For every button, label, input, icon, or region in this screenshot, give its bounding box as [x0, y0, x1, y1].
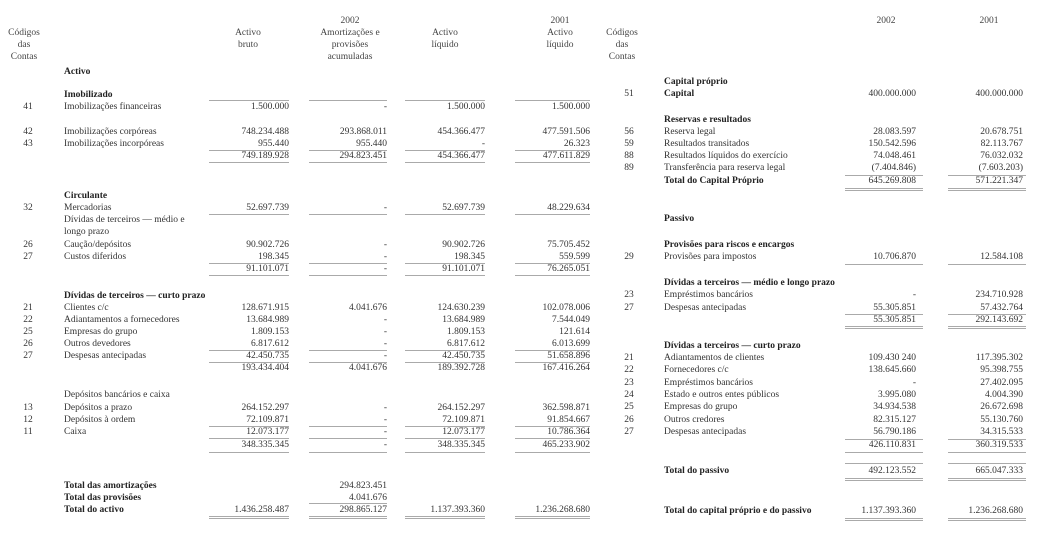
- account-code: 22: [624, 365, 634, 375]
- double-rule: [845, 188, 923, 191]
- value-2001: (7.603.203): [978, 163, 1023, 173]
- rule: [948, 175, 1026, 176]
- net-value: 42.450.735: [442, 351, 485, 361]
- gross-value: 198.345: [258, 252, 289, 262]
- rule: [209, 275, 289, 276]
- section-heading: Total do Capital Próprio: [664, 176, 764, 186]
- rule: [405, 452, 485, 453]
- rule: [209, 438, 289, 439]
- rule: [309, 426, 387, 427]
- account-code: 26: [23, 240, 33, 250]
- account-code: 25: [624, 402, 634, 412]
- amort-value: -: [383, 440, 387, 450]
- rule: [209, 100, 289, 101]
- value-2001: 82.113.767: [980, 139, 1023, 149]
- value-2002: 3.995.080: [878, 390, 916, 400]
- rule: [309, 452, 387, 453]
- rule: [405, 426, 485, 427]
- net-value: 348.335.345: [437, 440, 485, 450]
- rule: [405, 150, 485, 151]
- header-year-2001: 2001: [550, 16, 570, 26]
- net-2001-value: 76.265.051: [547, 264, 590, 274]
- account-code: 26: [624, 415, 634, 425]
- double-rule: [948, 478, 1026, 481]
- account-code: 25: [23, 327, 33, 337]
- net-2001-value: 362.598.871: [542, 403, 590, 413]
- net-2001-value: 559.599: [559, 252, 590, 262]
- rule: [309, 263, 387, 264]
- net-2001-value: 1.236.268.680: [535, 505, 590, 515]
- section-heading: Total do capital próprio e do passivo: [664, 506, 812, 516]
- amort-value: 298.865.127: [339, 505, 387, 515]
- account-code: 26: [23, 339, 33, 349]
- account-code: 51: [624, 89, 634, 99]
- gross-value: 264.152.297: [241, 403, 289, 413]
- net-value: 454.366.477: [437, 127, 485, 137]
- rule: [209, 452, 289, 453]
- double-rule: [309, 516, 387, 519]
- net-value: -: [481, 139, 485, 149]
- rule: [515, 162, 590, 163]
- rule: [948, 314, 1026, 315]
- double-rule: [405, 516, 485, 519]
- gross-value: 1.500.000: [251, 102, 289, 112]
- gross-value: 52.697.739: [246, 203, 289, 213]
- account-label: Dívidas de terceiros — médio e: [64, 215, 185, 225]
- amort-value: 294.823.451: [339, 151, 387, 161]
- section-heading: Total das amortizações: [64, 481, 157, 491]
- rule: [515, 214, 590, 215]
- account-label: Estado e outros entes públicos: [664, 390, 780, 400]
- section-heading: Dívidas a terceiros — curto prazo: [664, 341, 801, 351]
- rule: [515, 426, 590, 427]
- rule: [209, 214, 289, 215]
- amort-value: -: [383, 252, 387, 262]
- gross-value: 6.817.612: [251, 339, 289, 349]
- rule: [948, 439, 1026, 440]
- section-heading: Activo: [64, 67, 91, 77]
- section-heading: Circulante: [64, 191, 108, 201]
- rule: [515, 452, 590, 453]
- account-label: Depósitos a prazo: [64, 403, 133, 413]
- gross-value: 72.109.871: [246, 415, 289, 425]
- double-rule: [948, 188, 1026, 191]
- net-2001-value: 75.705.452: [547, 240, 590, 250]
- account-label: Fornecedores c/c: [664, 365, 729, 375]
- amort-value: -: [383, 403, 387, 413]
- value-2002: 109.430 240: [868, 353, 916, 363]
- rule: [309, 162, 387, 163]
- amort-value: 4.041.676: [349, 303, 387, 313]
- value-2001: 571.221.347: [975, 176, 1023, 186]
- amort-value: -: [383, 351, 387, 361]
- net-2001-value: 477.611.829: [542, 151, 590, 161]
- rule: [515, 150, 590, 151]
- rule: [309, 350, 387, 351]
- rule: [209, 362, 289, 363]
- double-rule: [515, 516, 590, 519]
- header-net: Activo líquido: [431, 28, 459, 50]
- gross-value: 13.684.989: [246, 315, 289, 325]
- net-2001-value: 91.854.667: [547, 415, 590, 425]
- account-label: Clientes c/c: [64, 303, 109, 313]
- amort-value: -: [383, 339, 387, 349]
- header-gross: Activo bruto: [235, 28, 261, 50]
- net-value: 454.366.477: [437, 151, 485, 161]
- amort-value: 293.868.011: [339, 127, 387, 137]
- account-code: 32: [23, 203, 33, 213]
- double-rule: [845, 326, 923, 329]
- rule: [309, 150, 387, 151]
- rule: [209, 263, 289, 264]
- net-2001-value: 477.591.506: [542, 127, 590, 137]
- account-label: Despesas antecipadas: [64, 351, 147, 361]
- net-2001-value: 465.233.902: [542, 440, 590, 450]
- section-heading: Dívidas a terceiros — médio e longo prazo: [664, 278, 835, 288]
- double-rule: [209, 516, 289, 519]
- gross-value: 955.440: [258, 139, 289, 149]
- amort-value: -: [383, 315, 387, 325]
- gross-value: 1.436.258.487: [234, 505, 289, 515]
- net-2001-value: 1.500.000: [552, 102, 590, 112]
- double-rule: [845, 478, 923, 481]
- section-heading: Capital próprio: [664, 77, 728, 87]
- value-2002: 82.315.127: [873, 415, 916, 425]
- amort-value: -: [383, 427, 387, 437]
- account-label: Outros devedores: [64, 339, 131, 349]
- amort-value: -: [383, 240, 387, 250]
- value-2001: 34.315.533: [980, 427, 1023, 437]
- account-label: Resultados transitados: [664, 139, 750, 149]
- account-code: 56: [624, 127, 634, 137]
- rule: [948, 463, 1026, 464]
- account-label: Caução/depósitos: [64, 240, 132, 250]
- value-2002: 55.305.851: [873, 315, 916, 325]
- rule: [515, 362, 590, 363]
- header-year-2001-right: 2001: [979, 16, 999, 26]
- net-2001-value: 51.658.896: [547, 351, 590, 361]
- account-label: Empréstimos bancários: [664, 290, 753, 300]
- section-heading: Total das provisões: [64, 493, 142, 503]
- value-2002: (7.404.846): [871, 163, 916, 173]
- value-2001: 27.402.095: [980, 378, 1023, 388]
- account-label: Resultados líquidos do exercício: [664, 151, 788, 161]
- net-2001-value: 48.229.634: [547, 203, 590, 213]
- rule: [309, 438, 387, 439]
- rule: [845, 314, 923, 315]
- net-value: 72.109.871: [442, 415, 485, 425]
- rule: [845, 439, 923, 440]
- rule: [309, 100, 387, 101]
- account-code: 43: [23, 139, 33, 149]
- rule: [515, 275, 590, 276]
- account-code: 27: [624, 427, 634, 437]
- gross-value: 348.335.345: [241, 440, 289, 450]
- value-2002: 426.110.831: [868, 440, 916, 450]
- value-2002: 492.123.552: [868, 466, 916, 476]
- rule: [405, 275, 485, 276]
- rule: [309, 214, 387, 215]
- gross-value: 748.234.488: [241, 127, 289, 137]
- amort-value: 4.041.676: [349, 493, 387, 503]
- value-2001: 12.584.108: [980, 252, 1023, 262]
- net-value: 189.392.728: [437, 363, 485, 373]
- header-amort: Amortizações e provisões acumuladas: [320, 28, 380, 62]
- gross-value: 12.073.177: [246, 427, 289, 437]
- value-2002: 55.305.851: [873, 303, 916, 313]
- net-2001-value: 121.614: [559, 327, 590, 337]
- net-2001-value: 167.416.264: [542, 363, 590, 373]
- value-2001: 234.710.928: [975, 290, 1023, 300]
- value-2002: 74.048.461: [873, 151, 916, 161]
- net-2001-value: 7.544.049: [552, 315, 590, 325]
- value-2002: 645.269.808: [868, 176, 916, 186]
- value-2001: 292.143.692: [975, 315, 1023, 325]
- account-code: 24: [624, 390, 634, 400]
- value-2002: 1.137.393.360: [861, 506, 916, 516]
- account-label: Caixa: [64, 427, 87, 437]
- rule: [209, 162, 289, 163]
- rule: [515, 263, 590, 264]
- rule: [309, 275, 387, 276]
- rule: [845, 463, 923, 464]
- value-2001: 55.130.760: [980, 415, 1023, 425]
- account-code: 13: [23, 403, 33, 413]
- rule: [209, 350, 289, 351]
- account-code: 23: [624, 378, 634, 388]
- net-value: 1.137.393.360: [430, 505, 485, 515]
- account-label: Outros credores: [664, 415, 725, 425]
- account-label: Empresas do grupo: [664, 402, 738, 412]
- section-heading: Dívidas de terceiros — curto prazo: [64, 291, 206, 301]
- section-heading: Capital: [664, 89, 695, 99]
- account-label: Empresas do grupo: [64, 327, 138, 337]
- gross-value: 91.101.071: [246, 264, 289, 274]
- gross-value: 42.450.735: [246, 351, 289, 361]
- amort-value: -: [383, 327, 387, 337]
- value-2001: 665.047.333: [975, 466, 1023, 476]
- value-2001: 117.395.302: [975, 353, 1023, 363]
- rule: [948, 452, 1026, 453]
- account-code: 41: [23, 102, 33, 112]
- net-value: 1.500.000: [447, 102, 485, 112]
- net-value: 198.345: [454, 252, 485, 262]
- value-2002: -: [912, 378, 916, 388]
- amort-value: -: [383, 264, 387, 274]
- value-2002: 34.934.538: [873, 402, 916, 412]
- value-2002: 150.542.596: [868, 139, 916, 149]
- value-2002: 56.790.186: [873, 427, 916, 437]
- value-2001: 57.432.764: [980, 303, 1023, 313]
- account-code: 89: [624, 163, 634, 173]
- rule: [405, 438, 485, 439]
- account-code: 23: [624, 290, 634, 300]
- account-label: Despesas antecipadas: [664, 303, 747, 313]
- amort-value: 294.823.451: [339, 481, 387, 491]
- rule: [309, 503, 387, 504]
- net-value: 91.101.071: [442, 264, 485, 274]
- rule: [948, 264, 1026, 265]
- header-codes-right: Códigos das Contas: [606, 28, 638, 62]
- value-2002: -: [912, 290, 916, 300]
- section-heading: Imobilizado: [64, 90, 113, 100]
- net-value: 1.809.153: [447, 327, 485, 337]
- value-2001: 4.004.390: [985, 390, 1023, 400]
- account-code: 11: [23, 427, 33, 437]
- gross-value: 193.434.404: [241, 363, 289, 373]
- double-rule: [845, 518, 923, 521]
- account-code: 27: [23, 252, 33, 262]
- net-value: 13.684.989: [442, 315, 485, 325]
- account-label: Mercadorias: [64, 203, 112, 213]
- value-2001: 76.032.032: [980, 151, 1023, 161]
- account-label: Adiantamentos de clientes: [664, 353, 765, 363]
- account-label: Adiantamentos a fornecedores: [64, 315, 180, 325]
- rule: [405, 100, 485, 101]
- account-label: Imobilizações corpóreas: [64, 127, 157, 137]
- account-label: Transferência para reserva legal: [664, 163, 786, 173]
- net-value: 264.152.297: [437, 403, 485, 413]
- rule: [405, 350, 485, 351]
- net-value: 12.073.177: [442, 427, 485, 437]
- value-2001: 26.672.698: [980, 402, 1023, 412]
- amort-value: 955.440: [356, 139, 387, 149]
- amort-value: -: [383, 415, 387, 425]
- value-2001: 400.000.000: [975, 89, 1023, 99]
- rule: [405, 362, 485, 363]
- account-label: Empréstimos bancários: [664, 378, 753, 388]
- account-code: 12: [23, 415, 33, 425]
- account-code: 21: [23, 303, 33, 313]
- rule: [405, 263, 485, 264]
- net-value: 90.902.726: [442, 240, 485, 250]
- account-label: Depósitos à ordem: [64, 415, 136, 425]
- value-2001: 95.398.755: [980, 365, 1023, 375]
- gross-value: 90.902.726: [246, 240, 289, 250]
- value-2002: 10.706.870: [873, 252, 916, 262]
- section-heading: Provisões para riscos e encargos: [664, 240, 795, 250]
- double-rule: [948, 518, 1026, 521]
- account-code: 27: [23, 351, 33, 361]
- account-code: 59: [624, 139, 634, 149]
- account-label: longo prazo: [64, 227, 110, 237]
- value-2001: 360.319.533: [975, 440, 1023, 450]
- account-code: 42: [23, 127, 33, 137]
- account-code: 21: [624, 353, 634, 363]
- rule: [209, 150, 289, 151]
- rule: [845, 264, 923, 265]
- rule: [309, 362, 387, 363]
- value-2001: 20.678.751: [980, 127, 1023, 137]
- section-heading: Total do passivo: [664, 466, 730, 476]
- value-2002: 28.083.597: [873, 127, 916, 137]
- amort-value: -: [383, 102, 387, 112]
- rule: [405, 162, 485, 163]
- net-2001-value: 26.323: [563, 139, 590, 149]
- value-2001: 1.236.268.680: [968, 506, 1023, 516]
- account-label: Provisões para impostos: [664, 252, 757, 262]
- net-2001-value: 10.786.364: [547, 427, 590, 437]
- net-value: 6.817.612: [447, 339, 485, 349]
- value-2002: 400.000.000: [868, 89, 916, 99]
- account-label: Imobilizações incorpóreas: [64, 139, 164, 149]
- section-heading: Passivo: [664, 214, 695, 224]
- net-2001-value: 102.078.006: [542, 303, 590, 313]
- header-year-2002: 2002: [340, 16, 360, 26]
- gross-value: 1.809.153: [251, 327, 289, 337]
- rule: [515, 100, 590, 101]
- account-label: Reserva legal: [664, 127, 716, 137]
- account-label: Custos diferidos: [64, 252, 127, 262]
- double-rule: [948, 326, 1026, 329]
- net-value: 124.630.239: [437, 303, 485, 313]
- section-heading: Reservas e resultados: [664, 115, 751, 125]
- account-code: 22: [23, 315, 33, 325]
- value-2002: 138.645.660: [868, 365, 916, 375]
- rule: [845, 175, 923, 176]
- amort-value: 4.041.676: [349, 363, 387, 373]
- net-2001-value: 6.013.699: [552, 339, 590, 349]
- rule: [405, 214, 485, 215]
- rule: [209, 426, 289, 427]
- account-label: Imobilizações financeiras: [64, 102, 162, 112]
- account-label: Despesas antecipadas: [664, 427, 747, 437]
- account-code: 88: [624, 151, 634, 161]
- account-label: Depósitos bancários e caixa: [64, 390, 170, 400]
- header-codes: Códigos das Contas: [8, 28, 40, 62]
- header-net-2001: Activo líquido: [546, 28, 574, 50]
- gross-value: 749.189.928: [241, 151, 289, 161]
- amort-value: -: [383, 203, 387, 213]
- rule: [515, 438, 590, 439]
- rule: [845, 452, 923, 453]
- header-year-2002-right: 2002: [876, 16, 896, 26]
- gross-value: 128.671.915: [241, 303, 289, 313]
- net-value: 52.697.739: [442, 203, 485, 213]
- account-code: 27: [624, 303, 634, 313]
- rule: [515, 350, 590, 351]
- account-code: 29: [624, 252, 634, 262]
- section-heading: Total do activo: [64, 505, 124, 515]
